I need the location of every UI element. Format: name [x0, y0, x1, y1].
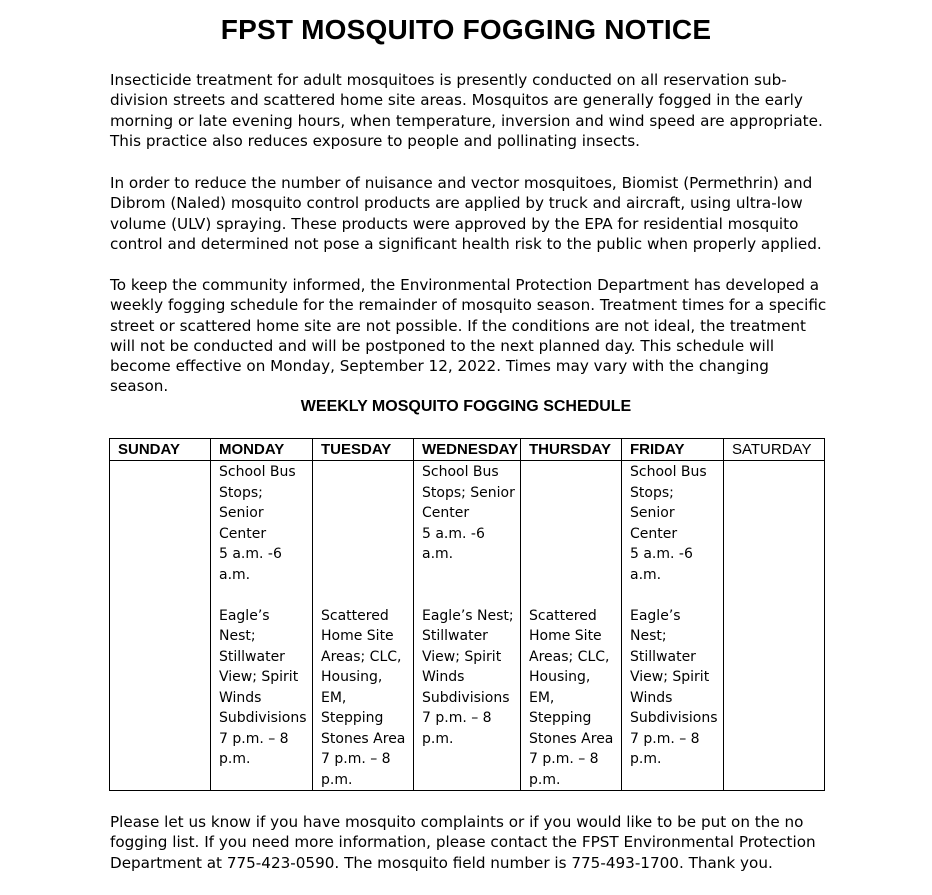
cell-friday: School Bus Stops; Senior Center 5 a.m. -6 a.m. Eagle’s Nest; Stillwater View; Spirit Winds Subdivisions 7 p.m. – 8 p.m. [622, 461, 724, 791]
schedule-info-paragraph: To keep the community informed, the Environmental Protection Department has developed a weekly fogging schedule for the remainder of mosquito season. Treatment times for a specific street or scattered home site are not possible. If the conditions are not ideal, the treatment will not be conducted and will be postponed to the next planned day. This schedule will become effective on Monday, September 12, 2022. Times may vary with the changing season. [110, 276, 827, 396]
schedule-table [109, 438, 825, 791]
schedule-header-row [110, 439, 825, 461]
cell-saturday [724, 461, 825, 791]
header-tuesday: TUESDAY [313, 439, 414, 461]
header-wednesday: WEDNESDAY [414, 439, 521, 461]
cell-sunday [110, 461, 211, 791]
page-title: FPST MOSQUITO FOGGING NOTICE [220, 14, 712, 45]
header-friday: FRIDAY [622, 439, 724, 461]
intro-paragraph: Insecticide treatment for adult mosquitoes is presently conducted on all reservation sub-division streets and scattered home site areas. Mosquitos are generally fogged in the early morning or late evening hours, when temperature, inversion and wind speed are appropriate. This practice also reduces exposure to people and pollinating insects. [110, 71, 823, 150]
contact-paragraph: Please let us know if you have mosquito complaints or if you would like to be put on the no fogging list. If you need more information, please contact the FPST Environmental Protection Department at 775-423-0590. The mosquito field number is 775-493-1700. Thank you. [110, 813, 816, 872]
products-paragraph: In order to reduce the number of nuisance and vector mosquitoes, Biomist (Permethrin) and Dibrom (Naled) mosquito control products are applied by truck and aircraft, using ultra-low volume (ULV) spraying. These products were approved by the EPA for residential mosquito control and determined not pose a significant health risk to the public when properly applied. [110, 174, 822, 253]
schedule-row [110, 461, 825, 791]
header-saturday: SATURDAY [724, 439, 825, 461]
cell-thursday: Scattered Home Site Areas; CLC, Housing, EM, Stepping Stones Area 7 p.m. – 8 p.m. [521, 461, 622, 791]
cell-tuesday: Scattered Home Site Areas; CLC, Housing, EM, Stepping Stones Area 7 p.m. – 8 p.m. [313, 461, 414, 791]
cell-monday: School Bus Stops; Senior Center 5 a.m. -6 a.m. Eagle’s Nest; Stillwater View; Spirit Winds Subdivisions 7 p.m. – 8 p.m. [211, 461, 313, 791]
cell-wednesday: School Bus Stops; Senior Center 5 a.m. -6 a.m. Eagle’s Nest; Stillwater View; Spirit Winds Subdivisions 7 p.m. – 8 p.m. [414, 461, 521, 791]
schedule-title: WEEKLY MOSQUITO FOGGING SCHEDULE [300, 398, 632, 415]
header-sunday: SUNDAY [110, 439, 211, 461]
header-thursday: THURSDAY [521, 439, 622, 461]
header-monday: MONDAY [211, 439, 313, 461]
